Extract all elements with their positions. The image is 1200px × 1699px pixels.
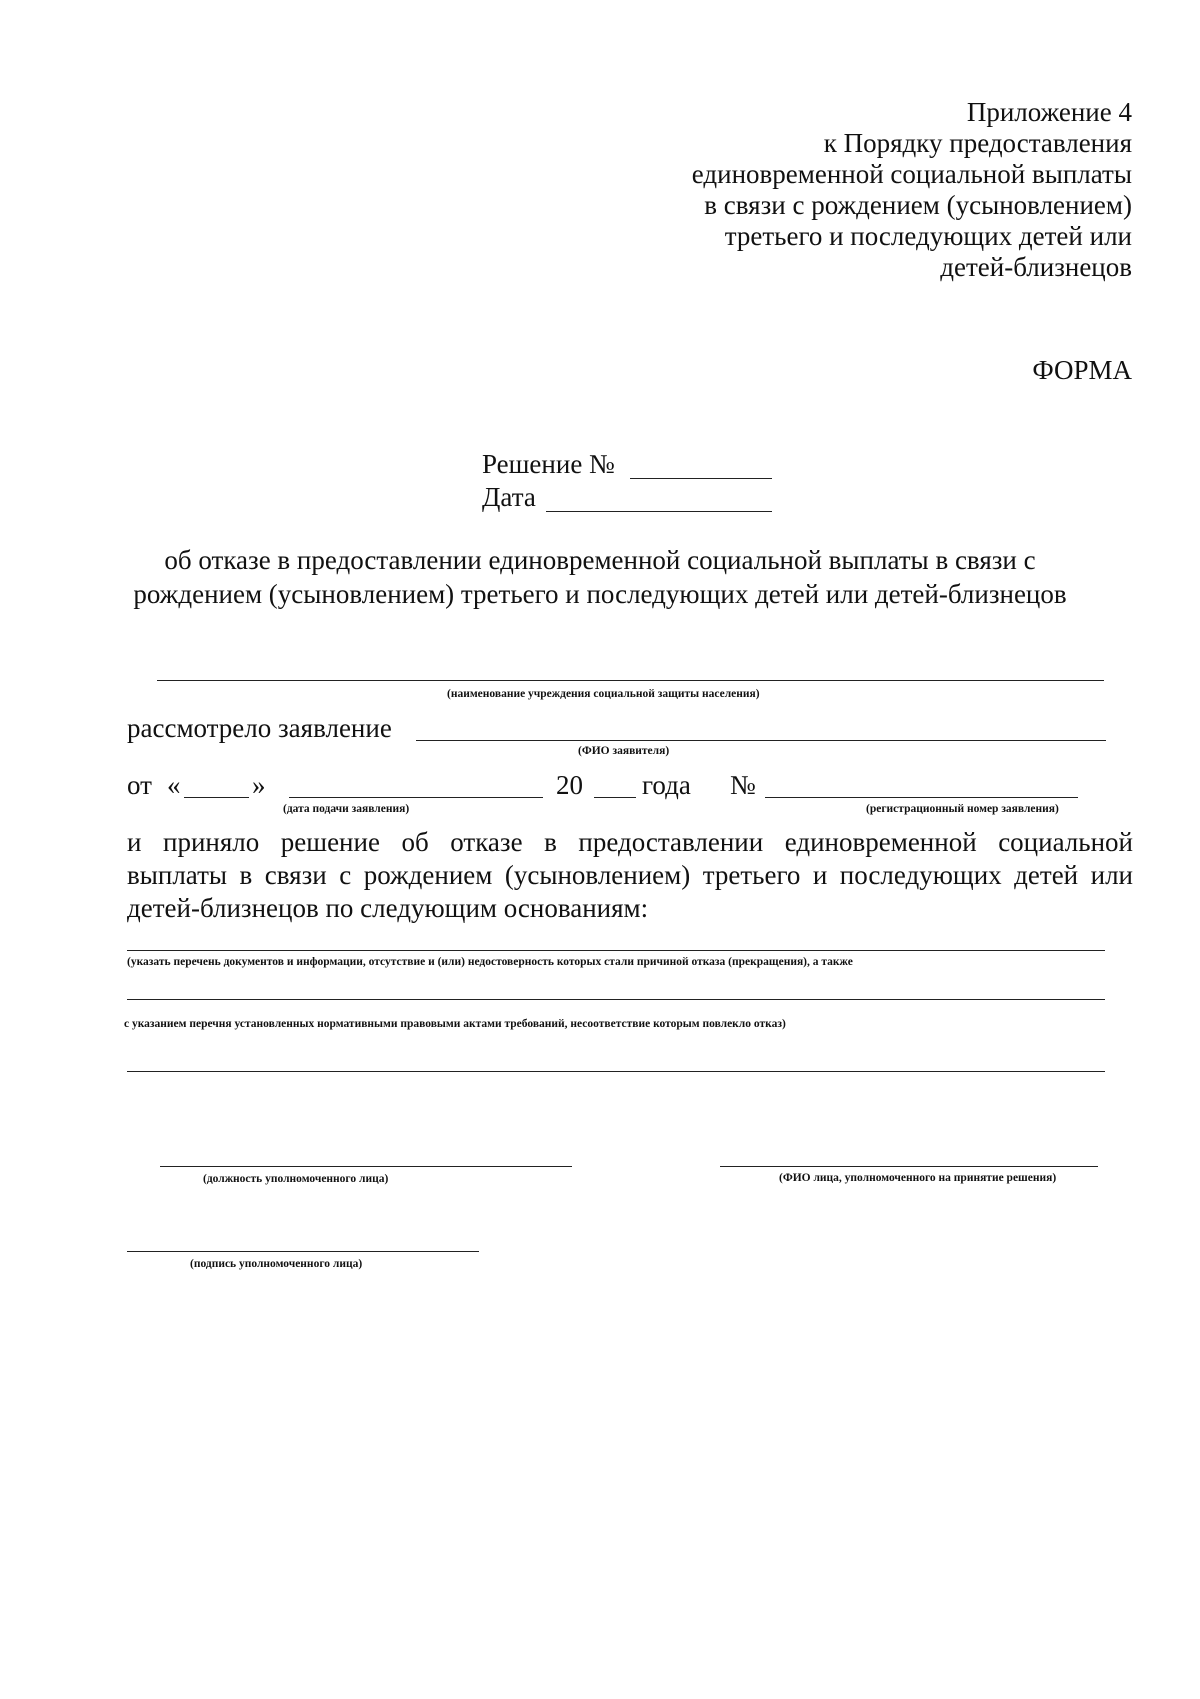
form-label: ФОРМА [1032, 355, 1132, 385]
month-field[interactable] [289, 797, 543, 798]
institution-caption: (наименование учреждения социальной защиты населения) [447, 688, 760, 700]
institution-field[interactable] [157, 680, 1104, 681]
signature-field[interactable] [127, 1251, 479, 1252]
decision-title-line2: рождением (усыновлением) третьего и последующих детей или детей-близнецов [133, 579, 1067, 609]
authorized-name-field[interactable] [720, 1166, 1098, 1167]
reviewed-label: рассмотрело заявление [127, 713, 392, 743]
appendix-header [692, 97, 1132, 283]
from-label: от [127, 770, 152, 800]
position-field[interactable] [160, 1166, 572, 1167]
open-quote: « [167, 770, 181, 800]
registration-number-caption: (регистрационный номер заявления) [866, 803, 1059, 815]
number-sign: № [730, 770, 756, 800]
header-line: третьего и последующих детей или [724, 221, 1132, 251]
decision-number-label: Решение № [482, 449, 615, 479]
decision-date-field[interactable] [546, 511, 772, 512]
signature-caption: (подпись уполномоченного лица) [190, 1258, 363, 1270]
year-label: года [642, 770, 691, 800]
authorized-name-caption: (ФИО лица, уполномоченного на принятие решения) [779, 1172, 1057, 1184]
position-caption: (должность уполномоченного лица) [203, 1173, 389, 1185]
header-line: детей-близнецов [940, 252, 1132, 282]
header-line: Приложение 4 [966, 97, 1132, 127]
body-line: выплаты в связи с рождением (усыновлением) третьего и последующих детей или [127, 860, 1133, 890]
header-line: единовременной социальной выплаты [691, 159, 1132, 189]
registration-number-field[interactable] [765, 797, 1078, 798]
decision-date-label: Дата [482, 482, 536, 512]
date-caption: (дата подачи заявления) [283, 803, 410, 815]
grounds-field-1[interactable] [127, 950, 1105, 951]
decision-title-line1: об отказе в предоставлении единовременной социальной выплаты в связи с [164, 545, 1036, 575]
applicant-name-field[interactable] [416, 740, 1106, 741]
grounds-caption-1: (указать перечень документов и информации, отсутствие и (или) недостоверность которых стали причиной отказа (прекращения), а также [127, 956, 853, 968]
decision-body [127, 826, 1133, 925]
year-prefix: 20 [556, 770, 583, 800]
header-line: к Порядку предоставления [823, 128, 1132, 158]
grounds-field-2[interactable] [127, 999, 1105, 1000]
grounds-caption-2: с указанием перечня установленных нормативными правовыми актами требований, несоответствие которым повлекло отказ) [124, 1018, 786, 1030]
grounds-field-3[interactable] [127, 1071, 1105, 1072]
body-line: и приняло решение об отказе в предоставлении единовременной социальной [127, 827, 1133, 857]
close-quote: » [252, 770, 266, 800]
decision-number-field[interactable] [630, 478, 772, 479]
body-line: детей-близнецов по следующим основаниям: [127, 893, 649, 923]
day-field[interactable] [184, 797, 249, 798]
header-line: в связи с рождением (усыновлением) [704, 190, 1132, 220]
applicant-name-caption: (ФИО заявителя) [578, 745, 670, 757]
year-field[interactable] [594, 797, 636, 798]
